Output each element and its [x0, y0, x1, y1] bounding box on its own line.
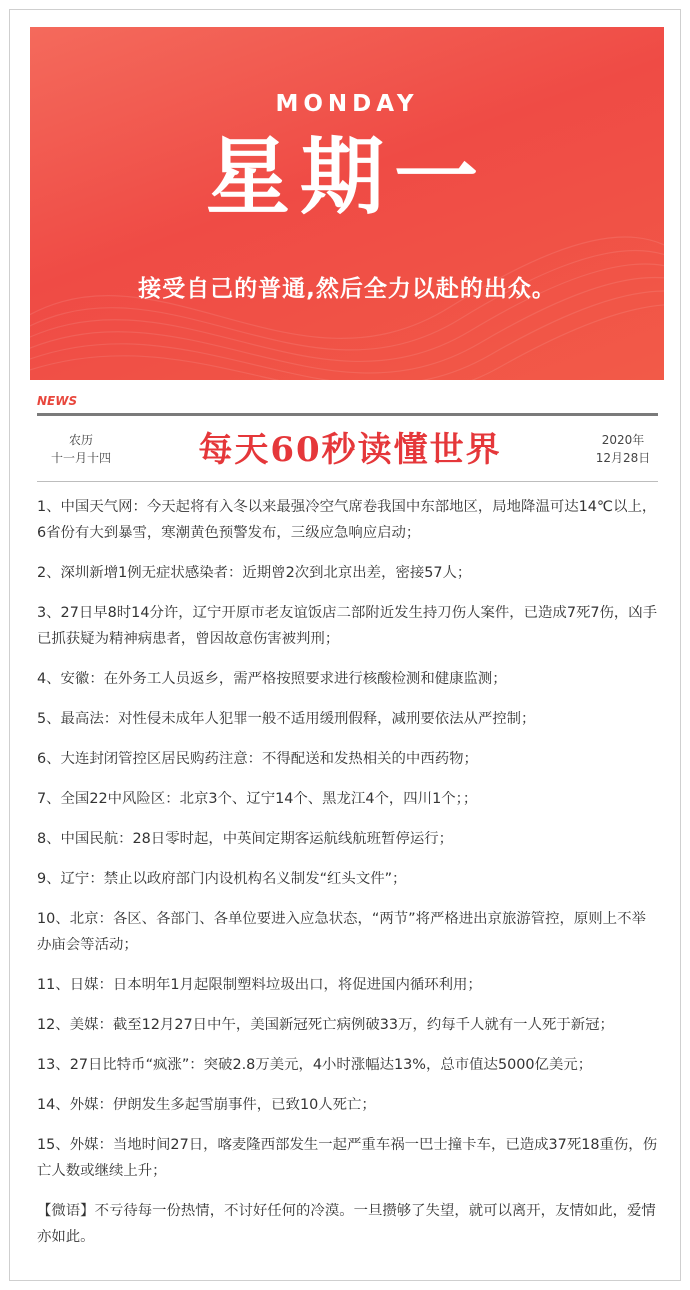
- day-english: MONDAY: [275, 91, 419, 117]
- date-month-day: 12月28日: [595, 451, 651, 465]
- news-item: 12、美媒：截至12月27日中午，美国新冠死亡病例破33万，约每千人就有一人死于新冠；: [37, 1017, 614, 1033]
- news-divider: [37, 413, 658, 416]
- gregorian-date-block: [583, 431, 663, 467]
- date-year: 2020年: [601, 433, 645, 447]
- news-item: 8、中国民航：28日零时起，中英间定期客运航线航班暂停运行；: [37, 831, 454, 847]
- news-tag: NEWS: [37, 394, 78, 408]
- banner-tagline: 接受自己的普通,然后全力以赴的出众。: [138, 276, 556, 302]
- lunar-date: 十一月十四: [50, 451, 111, 465]
- news-item: 2、深圳新增1例无症状感染者：近期曾2次到北京出差，密接57人；: [37, 565, 472, 581]
- lunar-date-block: [41, 431, 121, 467]
- day-title: 星期一: [205, 127, 488, 226]
- news-item: 9、辽宁：禁止以政府部门内设机构名义制发“红头文件”；: [37, 871, 407, 887]
- news-item: 4、安徽：在外务工人员返乡，需严格按照要求进行核酸检测和健康监测；: [37, 671, 507, 687]
- news-item: 15、外媒：当地时间27日，喀麦隆西部发生一起严重车祸一巴士撞卡车，已造成37死18重伤，伤亡人数或继续上升；: [37, 1137, 658, 1179]
- news-item: 3、27日早8时14分许，辽宁开原市老友谊饭店二部附近发生持刀伤人案件，已造成7死7伤，凶手已抓获疑为精神病患者，曾因故意伤害被判刑；: [37, 605, 658, 647]
- news-item: 6、大连封闭管控区居民购药注意：不得配送和发热相关的中西药物；: [37, 751, 478, 767]
- news-item: 13、27日比特币“疯涨”：突破2.8万美元，4小时涨幅达13%，总市值达5000亿美元；: [37, 1057, 593, 1073]
- news-item: 5、最高法：对性侵未成年人犯罪一般不适用缓刑假释，减刑要依法从严控制；: [37, 711, 536, 727]
- lunar-label: 农历: [68, 433, 93, 447]
- hero-banner: [30, 27, 664, 380]
- daily-quote: 【微语】不亏待每一份热情，不讨好任何的冷漠。一旦攒够了失望，就可以离开，友情如此，爱情亦如此。: [37, 1203, 656, 1245]
- news-item: 7、全国22中风险区：北京3个、辽宁14个、黑龙江4个，四川1个；；: [37, 791, 478, 807]
- news-item: 11、日媒：日本明年1月起限制塑料垃圾出口，将促进国内循环利用；: [37, 977, 482, 993]
- news-list: [37, 494, 659, 1264]
- news-item: 1、中国天气网：今天起将有入冬以来最强冷空气席卷我国中东部地区，局地降温可达14℃以上，6省份有大到暴雪，寒潮黄色预警发布，三级应急响应启动；: [37, 499, 657, 541]
- news-item: 10、北京：各区、各部门、各单位要进入应急状态，“两节”将严格进出京旅游管控，原则上不举办庙会等活动；: [37, 911, 646, 953]
- header-divider: [37, 481, 658, 482]
- headline: 每天60秒读懂世界: [198, 430, 502, 470]
- news-item: 14、外媒：伊朗发生多起雪崩事件，已致10人死亡；: [37, 1097, 376, 1113]
- page-frame: [9, 9, 681, 1281]
